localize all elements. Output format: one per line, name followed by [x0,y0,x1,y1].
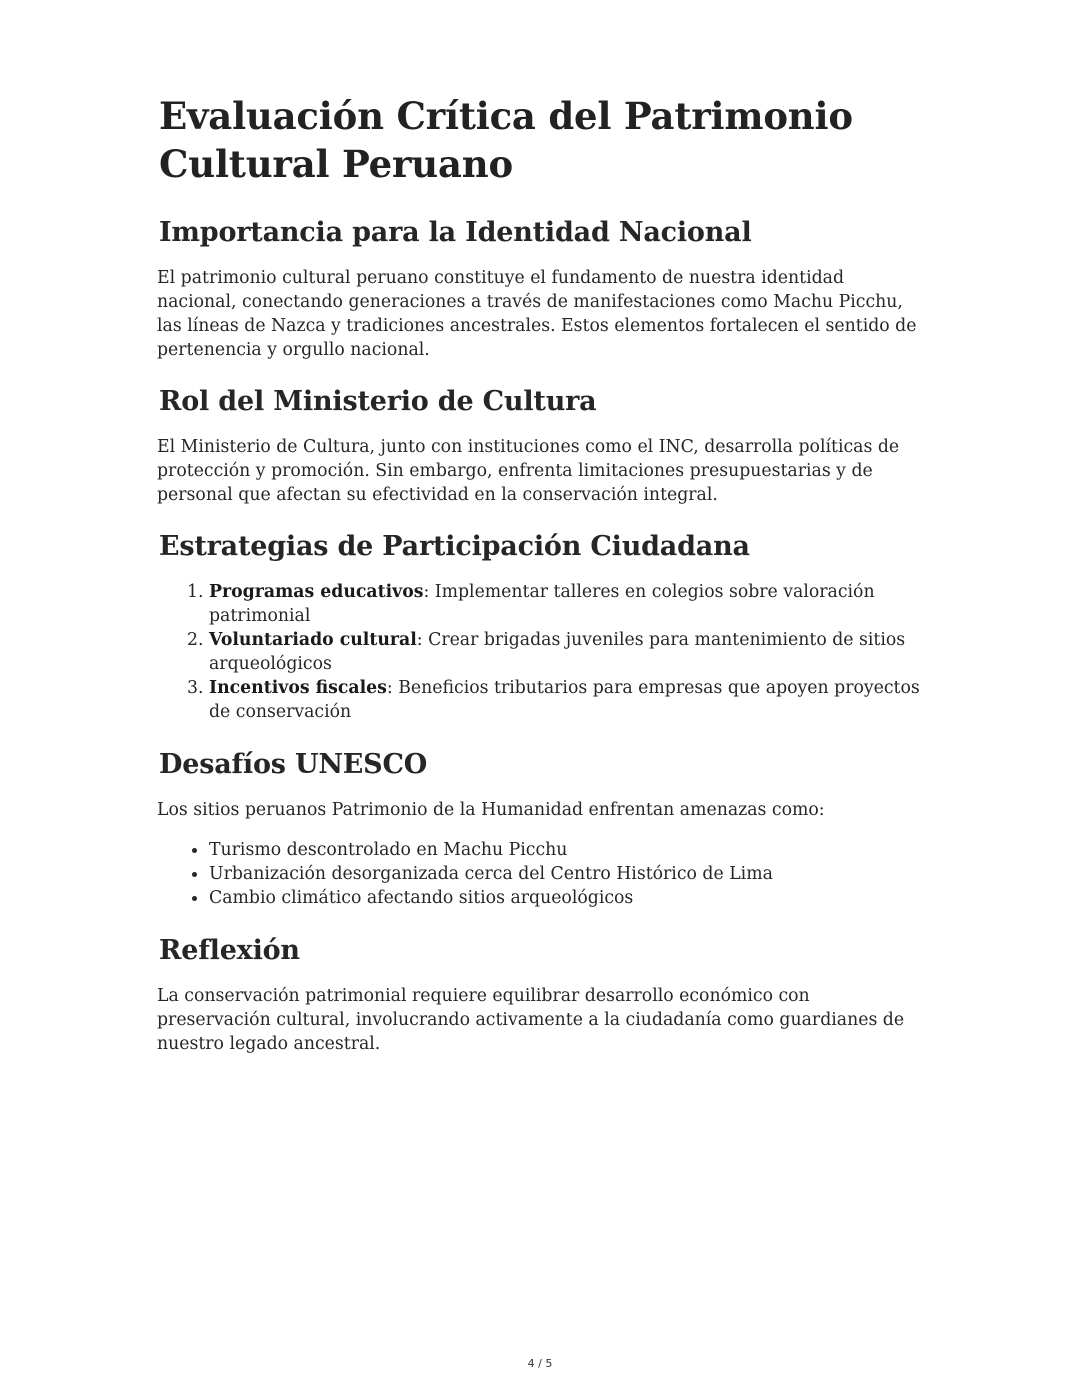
item-label: Programas educativos [209,582,424,602]
page-indicator: 4 / 5 [527,1357,553,1370]
list-item: • Turismo descontrolado en Machu Picchu [209,838,927,862]
section-reflexion [157,934,927,1056]
section-heading: Estrategias de Participación Ciudadana [159,531,750,562]
section-intro: Los sitios peruanos Patrimonio de la Humanidad enfrentan amenazas como: [157,800,825,820]
list-item [209,676,927,724]
section-heading: Rol del Ministerio de Cultura [159,386,597,417]
list-item [209,628,927,676]
list-item: • Cambio climático afectando sitios arqueológicos [209,886,927,910]
section-desafios-unesco [157,748,927,910]
item-label: Incentivos fiscales [209,678,387,698]
threats-list [157,838,927,910]
list-item: • Urbanización desorganizada cerca del Centro Histórico de Lima [209,862,927,886]
item-text: : Crear brigadas juveniles para mantenimiento de sitios arqueológicos [209,630,906,674]
section-heading: Importancia para la Identidad Nacional [159,217,752,248]
document-page [157,92,927,1079]
item-label: Voluntariado cultural [209,630,417,650]
section-paragraph: El Ministerio de Cultura, junto con instituciones como el INC, desarrolla políticas de protección y promoción. Sin embargo, enfrenta limitaciones presupuestarias y de personal que afectan su efectividad en la conservación integral. [157,437,900,505]
strategies-list [157,580,927,724]
document-title: Evaluación Crítica del Patrimonio Cultural Peruano [159,94,853,186]
section-paragraph: La conservación patrimonial requiere equilibrar desarrollo económico con preservación cultural, involucrando activamente a la ciudadanía como guardianes de nuestro legado ancestral. [157,986,905,1054]
section-heading: Desafíos UNESCO [159,749,428,780]
section-ministerio-cultura [157,385,927,507]
section-heading: Reflexión [159,935,300,966]
section-identidad-nacional [157,216,927,362]
item-text: : Implementar talleres en colegios sobre valoración patrimonial [209,582,875,626]
item-text: : Beneficios tributarios para empresas que apoyen proyectos de conservación [209,678,920,722]
section-paragraph: El patrimonio cultural peruano constituye el fundamento de nuestra identidad nacional, conectando generaciones a través de manifestaciones como Machu Picchu, las líneas de Nazca y tradiciones ancestrales. Estos elementos fortalecen el sentido de pertenencia y orgullo nacional. [157,268,917,360]
list-item [209,580,927,628]
section-participacion-ciudadana [157,530,927,724]
